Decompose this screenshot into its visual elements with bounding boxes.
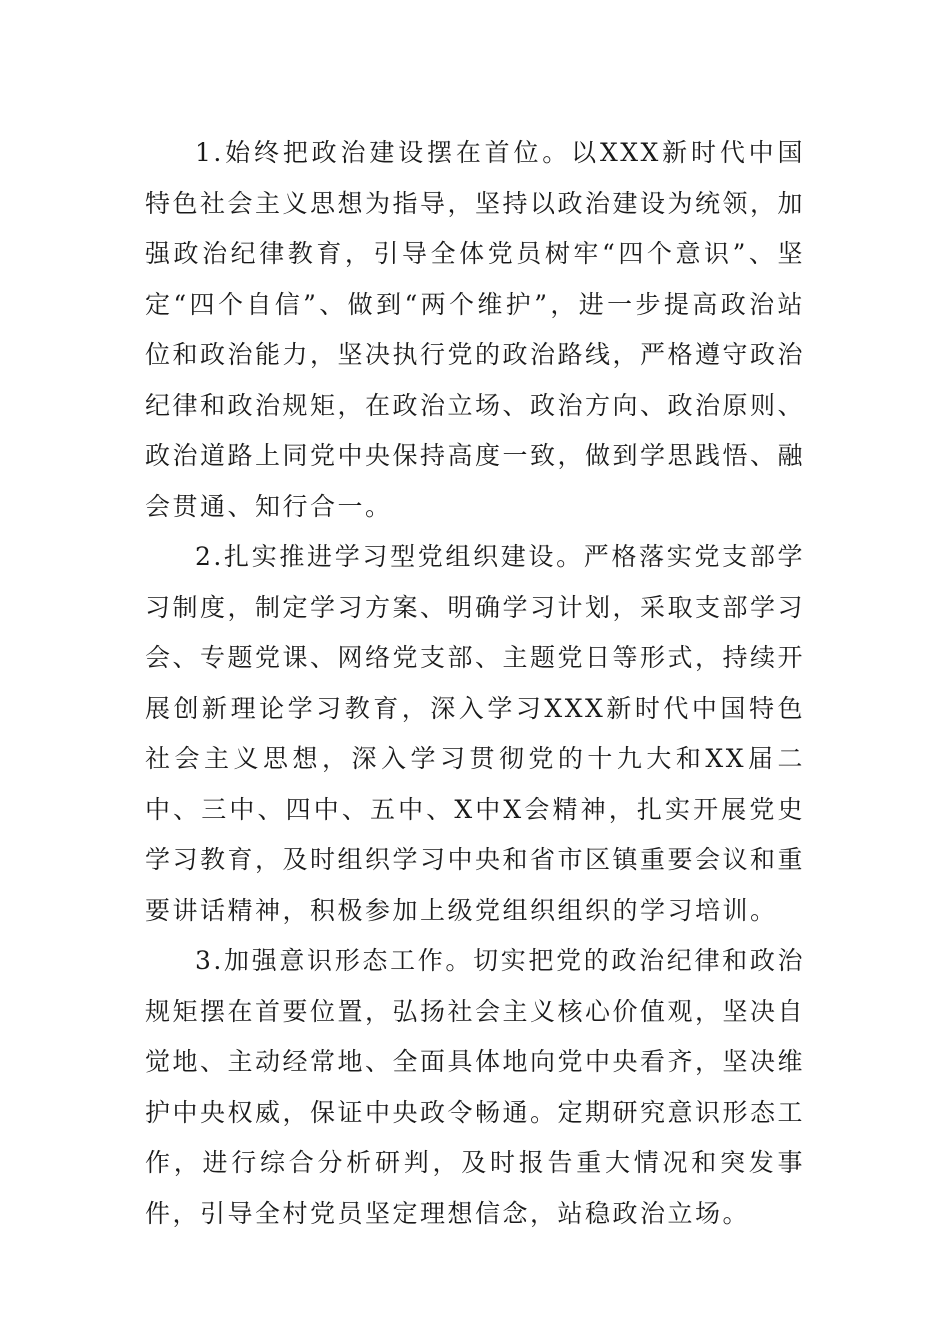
paragraph-2: 2.扎实推进学习型党组织建设。严格落实党支部学习制度，制定学习方案、明确学习计划，采取支部学习会、专题党课、网络党支部、主题党日等形式，持续开展创新理论学习教育，深入学习XXX新时代中国特色社会主义思想，深入学习贯彻党的十九大和XX届二中、三中、四中、五中、X中X会精神，扎实开展党史学习教育，及时组织学习中央和省市区镇重要会议和重要讲话精神，积极参加上级党组织组织的学习培训。: [145, 542, 806, 925]
paragraph-1: 1.始终把政治建设摆在首位。以XXX新时代中国特色社会主义思想为指导，坚持以政治建设为统领，加强政治纪律教育，引导全体党员树牢“四个意识”、坚定“四个自信”、做到“两个维护”，进一步提高政治站位和政治能力，坚决执行党的政治路线，严格遵守政治纪律和政治规矩，在政治立场、政治方向、政治原则、政治道路上同党中央保持高度一致，做到学思践悟、融会贯通、知行合一。: [145, 138, 806, 521]
document-body: [145, 128, 805, 1239]
paragraph-3: 3.加强意识形态工作。切实把党的政治纪律和政治规矩摆在首要位置，弘扬社会主义核心价值观，坚决自觉地、主动经常地、全面具体地向党中央看齐，坚决维护中央权威，保证中央政令畅通。定期研究意识形态工作，进行综合分析研判，及时报告重大情况和突发事件，引导全村党员坚定理想信念，站稳政治立场。: [145, 946, 806, 1228]
